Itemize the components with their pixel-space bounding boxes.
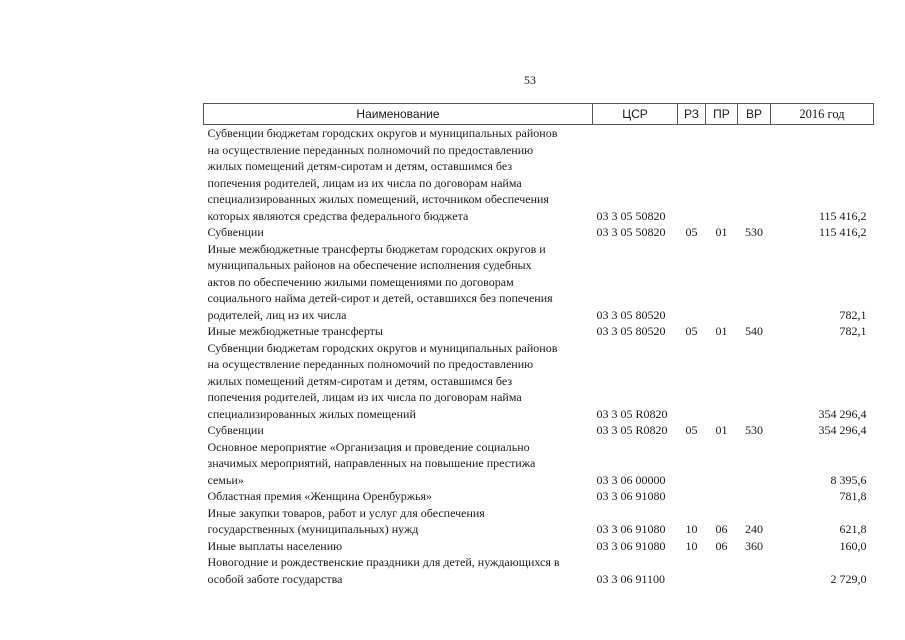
csr-text: 03 3 06 91080	[596, 489, 666, 503]
name-cell	[204, 554, 593, 587]
pr-cell	[706, 241, 738, 324]
amount-text: 354 296,4	[818, 423, 867, 437]
pr-text: 01	[715, 225, 728, 239]
name-line: на осуществление переданных полномочий по предоставлению	[207, 142, 534, 157]
table-row	[204, 224, 874, 241]
header-rz: РЗ	[678, 104, 706, 125]
vr-text: 240	[745, 522, 763, 536]
rz-text: 05	[685, 225, 698, 239]
name-line: Субвенции бюджетам городских округов и муниципальных районов	[207, 340, 558, 355]
table-body	[204, 125, 874, 588]
vr-cell	[738, 554, 771, 587]
pr-cell	[706, 554, 738, 587]
name-cell	[204, 505, 593, 538]
name-line: семьи»	[207, 472, 244, 487]
vr-cell	[738, 224, 771, 241]
table-row	[204, 340, 874, 423]
name-line: жилых помещений детям-сиротам и детям, оставшимся без	[207, 373, 513, 388]
pr-cell	[706, 125, 738, 225]
vr-cell	[738, 488, 771, 505]
amount-text: 115 416,2	[818, 208, 867, 223]
name-line: Субвенции	[207, 423, 264, 437]
csr-cell	[593, 422, 678, 439]
table-row	[204, 505, 874, 538]
pr-text: 06	[715, 538, 728, 553]
name-line: на осуществление переданных полномочий по предоставлению	[207, 357, 534, 371]
vr-text: 360	[745, 538, 763, 553]
rz-cell	[678, 538, 706, 555]
rz-cell	[678, 241, 706, 324]
header-year: 2016 год	[771, 104, 874, 125]
table-row	[204, 538, 874, 555]
csr-text: 03 3 05 R0820	[596, 423, 668, 437]
rz-cell	[678, 224, 706, 241]
amount-cell	[771, 439, 874, 489]
table-row	[204, 422, 874, 439]
name-line: муниципальных районов на обеспечение исполнения судебных	[207, 258, 532, 272]
rz-text: 05	[685, 324, 698, 338]
pr-cell	[706, 505, 738, 538]
name-cell	[204, 323, 593, 340]
csr-cell	[593, 439, 678, 489]
header-name: Наименование	[204, 104, 593, 125]
name-line: Субвенции	[207, 225, 264, 239]
name-line: специализированных жилых помещений	[207, 406, 416, 421]
csr-text: 03 3 05 80520	[596, 324, 666, 338]
pr-cell	[706, 439, 738, 489]
csr-text: 03 3 05 80520	[596, 307, 666, 322]
rz-cell	[678, 488, 706, 505]
pr-text: 01	[715, 324, 728, 338]
pr-cell	[706, 323, 738, 340]
amount-text: 781,8	[839, 489, 867, 503]
rz-cell	[678, 505, 706, 538]
rz-text: 10	[685, 522, 698, 536]
name-line: Иные межбюджетные трансферты бюджетам городских округов и	[207, 241, 546, 256]
csr-text: 03 3 05 50820	[596, 208, 666, 223]
vr-text: 530	[745, 423, 763, 437]
rz-cell	[678, 422, 706, 439]
pr-cell	[706, 538, 738, 555]
name-line: попечения родителей, лицам из их числа по договорам найма	[207, 390, 522, 404]
csr-text: 03 3 06 91100	[596, 571, 666, 586]
name-cell	[204, 241, 593, 324]
amount-text: 621,8	[839, 522, 867, 536]
amount-cell	[771, 505, 874, 538]
csr-text: 03 3 06 91080	[596, 522, 666, 536]
name-line: Иные закупки товаров, работ и услуг для обеспечения	[207, 505, 485, 520]
vr-cell	[738, 125, 771, 225]
name-line: актов по обеспечению жилыми помещениями по договорам	[207, 274, 514, 289]
table-row	[204, 488, 874, 505]
csr-cell	[593, 488, 678, 505]
name-line: специализированных жилых помещений, источником обеспечения	[207, 192, 549, 206]
name-line: значимых мероприятий, направленных на повышение престижа	[207, 456, 536, 470]
csr-cell	[593, 241, 678, 324]
name-line: попечения родителей, лицам из их числа по договорам найма	[207, 175, 522, 190]
amount-cell	[771, 340, 874, 423]
amount-cell	[771, 422, 874, 439]
table-row	[204, 125, 874, 225]
csr-cell	[593, 538, 678, 555]
amount-text: 782,1	[839, 307, 867, 322]
name-line: жилых помещений детям-сиротам и детям, оставшимся без	[207, 159, 513, 173]
vr-cell	[738, 538, 771, 555]
amount-text: 354 296,4	[818, 406, 867, 421]
name-line: особой заботе государства	[207, 571, 343, 586]
csr-cell	[593, 340, 678, 423]
csr-text: 03 3 06 91080	[596, 538, 666, 553]
table-row	[204, 439, 874, 489]
amount-cell	[771, 224, 874, 241]
name-line: Областная премия «Женщина Оренбуржья»	[207, 489, 433, 503]
table-row	[204, 241, 874, 324]
name-cell	[204, 439, 593, 489]
csr-cell	[593, 505, 678, 538]
vr-text: 530	[745, 225, 763, 239]
name-line: Иные межбюджетные трансферты	[207, 324, 383, 338]
pr-text: 06	[715, 522, 728, 536]
csr-cell	[593, 554, 678, 587]
rz-text: 10	[685, 538, 698, 553]
pr-cell	[706, 340, 738, 423]
vr-cell	[738, 505, 771, 538]
vr-cell	[738, 241, 771, 324]
name-cell	[204, 422, 593, 439]
vr-cell	[738, 439, 771, 489]
amount-cell	[771, 554, 874, 587]
pr-cell	[706, 224, 738, 241]
amount-text: 2 729,0	[830, 571, 867, 586]
amount-cell	[771, 125, 874, 225]
pr-cell	[706, 488, 738, 505]
rz-text: 05	[685, 423, 698, 437]
amount-text: 115 416,2	[818, 225, 867, 239]
name-cell	[204, 538, 593, 555]
name-line: родителей, лиц из их числа	[207, 307, 347, 322]
name-line: государственных (муниципальных) нужд	[207, 522, 419, 536]
header-vr: ВР	[738, 104, 771, 125]
rz-cell	[678, 340, 706, 423]
pr-cell	[706, 422, 738, 439]
amount-text: 8 395,6	[830, 472, 867, 487]
csr-cell	[593, 224, 678, 241]
name-cell	[204, 125, 593, 225]
pr-text: 01	[715, 423, 728, 437]
amount-cell	[771, 488, 874, 505]
csr-text: 03 3 06 00000	[596, 472, 666, 487]
amount-text: 782,1	[839, 324, 867, 338]
name-cell	[204, 224, 593, 241]
table-row	[204, 323, 874, 340]
csr-cell	[593, 125, 678, 225]
table-row	[204, 554, 874, 587]
rz-cell	[678, 125, 706, 225]
page-number: 53	[524, 73, 536, 87]
vr-cell	[738, 340, 771, 423]
header-row	[204, 104, 874, 125]
name-line: которых являются средства федерального бюджета	[207, 208, 469, 223]
vr-cell	[738, 323, 771, 340]
budget-table	[203, 103, 874, 587]
name-line: социального найма детей-сирот и детей, оставшихся без попечения	[207, 291, 553, 305]
csr-cell	[593, 323, 678, 340]
amount-cell	[771, 323, 874, 340]
name-line: Новогодние и рождественские праздники для детей, нуждающихся в	[207, 555, 560, 569]
name-line: Субвенции бюджетам городских округов и муниципальных районов	[207, 126, 558, 140]
csr-text: 03 3 05 50820	[596, 225, 666, 239]
name-cell	[204, 488, 593, 505]
vr-text: 540	[745, 324, 763, 338]
csr-text: 03 3 05 R0820	[596, 406, 668, 421]
name-cell	[204, 340, 593, 423]
rz-cell	[678, 439, 706, 489]
rz-cell	[678, 323, 706, 340]
vr-cell	[738, 422, 771, 439]
rz-cell	[678, 554, 706, 587]
name-line: Иные выплаты населению	[207, 538, 343, 553]
amount-cell	[771, 538, 874, 555]
header-pr: ПР	[706, 104, 738, 125]
amount-text: 160,0	[839, 538, 867, 553]
table-header	[204, 104, 874, 125]
header-csr: ЦСР	[593, 104, 678, 125]
name-line: Основное мероприятие «Организация и проведение социально	[207, 439, 530, 454]
amount-cell	[771, 241, 874, 324]
